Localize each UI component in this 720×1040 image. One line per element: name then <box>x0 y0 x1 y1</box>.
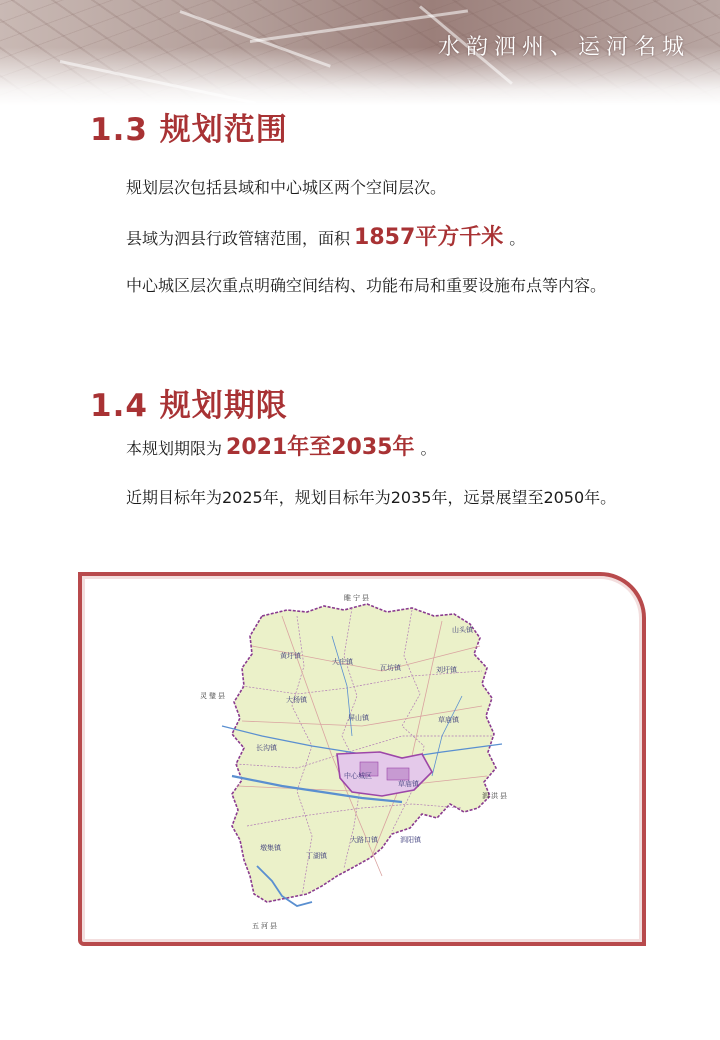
area-text-prefix: 县域为泗县行政管辖范围，面积 <box>126 229 351 248</box>
county-map <box>82 576 642 942</box>
town-label: 泗阳镇 <box>400 836 421 844</box>
town-label: 大庄镇 <box>332 658 353 666</box>
period-text-prefix: 本规划期限为 <box>126 439 223 458</box>
period-paragraph-range <box>90 432 630 465</box>
period-paragraph-targets: 近期目标年为2025年，规划目标年为2035年，远景展望至2050年。 <box>126 488 617 507</box>
town-label: 大路口镇 <box>350 836 378 844</box>
neighbor-north-label: 睢宁县 <box>344 594 371 602</box>
town-label: 大杨镇 <box>286 696 307 704</box>
scope-paragraph-content: 中心城区层次重点明确空间结构、功能布局和重要设施布点等内容。 <box>126 276 607 295</box>
header-banner <box>0 0 720 105</box>
town-label: 屏山镇 <box>348 714 369 722</box>
banner-road <box>250 9 468 43</box>
town-label: 黄圩镇 <box>280 652 301 660</box>
header-slogan: 水韵泗州、运河名城 <box>437 35 690 60</box>
town-label: 草庙镇 <box>438 716 459 724</box>
area-text-suffix: 。 <box>509 229 526 248</box>
town-label: 墩集镇 <box>260 844 281 852</box>
period-text-suffix: 。 <box>420 439 437 458</box>
town-label: 丁湖镇 <box>306 852 327 860</box>
scope-paragraph-area <box>90 222 630 255</box>
town-label: 草庙镇 <box>398 780 419 788</box>
town-label: 刘圩镇 <box>436 666 457 674</box>
banner-road <box>60 60 256 105</box>
neighbor-east-label: 泗洪县 <box>482 792 509 800</box>
town-label: 山头镇 <box>452 626 473 634</box>
section-title-period: 1.4 规划期限 <box>90 388 288 424</box>
town-label: 长沟镇 <box>256 744 277 752</box>
town-label: 瓦坊镇 <box>380 664 401 672</box>
section-title-scope: 1.3 规划范围 <box>90 112 288 148</box>
neighbor-west-label: 灵璧县 <box>200 692 227 700</box>
town-label: 中心城区 <box>344 772 372 780</box>
scope-paragraph-levels: 规划层次包括县域和中心城区两个空间层次。 <box>126 178 447 197</box>
area-highlight: 1857平方千米 <box>354 225 504 250</box>
neighbor-south-label: 五河县 <box>252 922 279 930</box>
period-highlight: 2021年至2035年 <box>226 435 415 460</box>
county-map-frame <box>78 572 646 946</box>
